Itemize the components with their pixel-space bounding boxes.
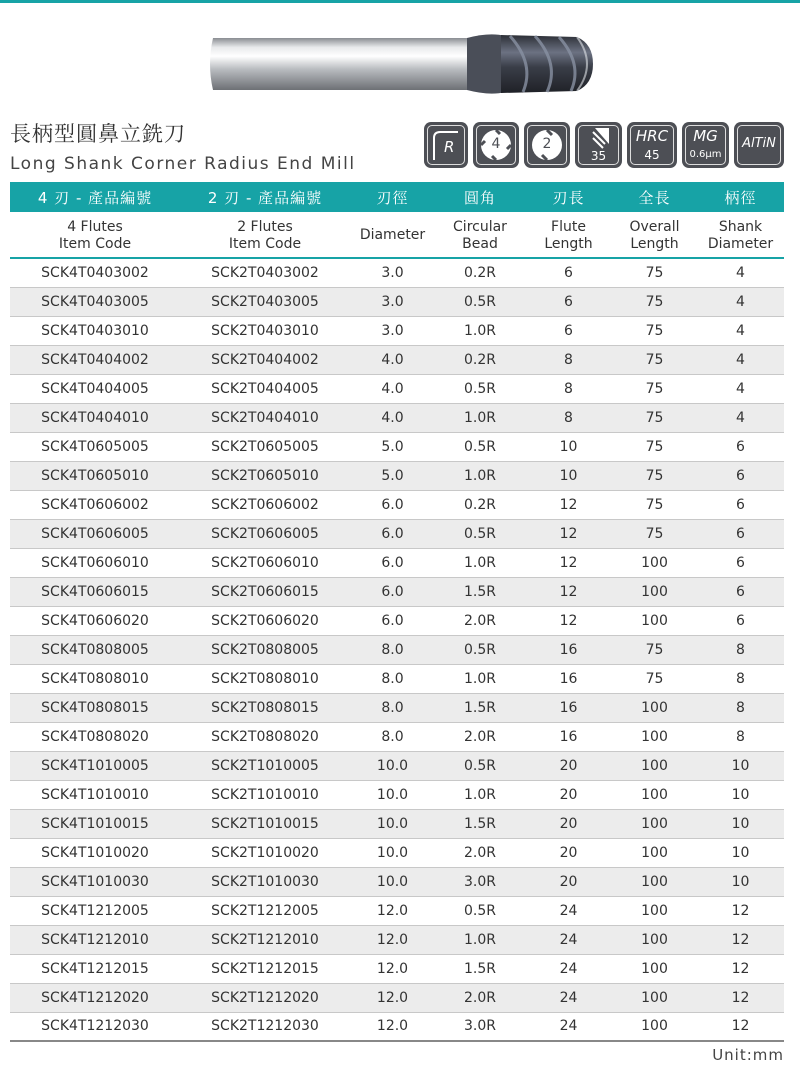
table-cell: SCK2T0403010	[180, 316, 350, 345]
table-row	[10, 925, 784, 954]
table-cell: SCK4T0404010	[10, 403, 180, 432]
table-cell: 12	[697, 896, 784, 925]
table-cell: 8.0	[350, 664, 435, 693]
two-flutes-icon: 2	[524, 122, 570, 168]
header-en-line: Length	[630, 235, 679, 252]
table-cell: 2.0R	[435, 722, 525, 751]
table-cell: 4.0	[350, 403, 435, 432]
table-cell: 12	[525, 577, 612, 606]
table-cell: 12.0	[350, 896, 435, 925]
four-flutes-icon: 4	[473, 122, 519, 168]
table-cell: 4	[697, 403, 784, 432]
table-cell: SCK4T1212030	[10, 1012, 180, 1041]
table-cell: 1.0R	[435, 780, 525, 809]
table-cell: 24	[525, 954, 612, 983]
header-en-line: Shank	[718, 218, 763, 235]
table-cell: 0.5R	[435, 287, 525, 316]
table-row	[10, 403, 784, 432]
table-cell: 100	[612, 693, 697, 722]
table-cell: 100	[612, 809, 697, 838]
table-cell: 20	[525, 780, 612, 809]
table-cell: 4	[697, 287, 784, 316]
table-row	[10, 432, 784, 461]
table-cell: SCK2T0606020	[180, 606, 350, 635]
table-cell: 0.5R	[435, 751, 525, 780]
table-cell: SCK4T0403010	[10, 316, 180, 345]
table-cell: 4	[697, 316, 784, 345]
spec-table	[10, 182, 784, 1042]
table-cell: SCK2T1212015	[180, 954, 350, 983]
table-cell: 8	[697, 635, 784, 664]
table-cell: 4	[697, 345, 784, 374]
table-header-zh	[10, 182, 784, 212]
table-cell: SCK4T0808005	[10, 635, 180, 664]
table-cell: 6	[525, 316, 612, 345]
table-cell: 100	[612, 1012, 697, 1041]
table-cell: SCK2T0403005	[180, 287, 350, 316]
table-body	[10, 258, 784, 1041]
table-cell: 8	[697, 722, 784, 751]
table-cell: 24	[525, 983, 612, 1012]
unit-label: Unit:mm	[712, 1046, 784, 1064]
table-cell: 6	[697, 490, 784, 519]
table-cell: 8	[525, 345, 612, 374]
table-cell: 1.5R	[435, 809, 525, 838]
table-cell: 6.0	[350, 548, 435, 577]
product-title-zh: 長柄型圓鼻立銑刀	[10, 122, 186, 146]
table-row	[10, 519, 784, 548]
table-cell: SCK2T1010020	[180, 838, 350, 867]
table-cell: 16	[525, 635, 612, 664]
table-cell: 100	[612, 983, 697, 1012]
table-cell: SCK2T1212010	[180, 925, 350, 954]
table-cell: 12	[697, 925, 784, 954]
table-cell: 100	[612, 896, 697, 925]
header-zh-1: 2 刃 - 產品編號	[180, 182, 350, 212]
table-cell: 20	[525, 751, 612, 780]
table-row	[10, 867, 784, 896]
table-cell: SCK4T0606005	[10, 519, 180, 548]
table-cell: 3.0	[350, 287, 435, 316]
table-cell: 24	[525, 925, 612, 954]
table-cell: 100	[612, 722, 697, 751]
table-cell: 6	[697, 519, 784, 548]
table-cell: 12	[697, 954, 784, 983]
table-cell: 10	[697, 780, 784, 809]
header-en-6	[697, 212, 784, 258]
table-cell: 24	[525, 896, 612, 925]
table-cell: 20	[525, 867, 612, 896]
header-en-line: Bead	[462, 235, 498, 252]
table-cell: 10.0	[350, 751, 435, 780]
table-cell: 10.0	[350, 867, 435, 896]
table-cell: 100	[612, 606, 697, 635]
table-cell: 100	[612, 954, 697, 983]
table-cell: 75	[612, 432, 697, 461]
table-cell: 100	[612, 925, 697, 954]
table-cell: 4	[697, 258, 784, 287]
coating-icon: AlTiN	[734, 122, 784, 168]
table-row	[10, 954, 784, 983]
spec-table-wrapper	[10, 182, 784, 1042]
table-cell: 8	[525, 374, 612, 403]
table-cell: SCK2T1010010	[180, 780, 350, 809]
table-cell: 8.0	[350, 722, 435, 751]
table-cell: 12	[697, 1012, 784, 1041]
table-cell: 12.0	[350, 1012, 435, 1041]
table-row	[10, 896, 784, 925]
table-row	[10, 461, 784, 490]
table-cell: 75	[612, 664, 697, 693]
table-cell: SCK2T0404010	[180, 403, 350, 432]
table-cell: 1.0R	[435, 925, 525, 954]
table-cell: 1.5R	[435, 577, 525, 606]
table-cell: SCK4T1212020	[10, 983, 180, 1012]
table-cell: 100	[612, 780, 697, 809]
table-cell: SCK4T1010015	[10, 809, 180, 838]
table-cell: 1.5R	[435, 693, 525, 722]
table-cell: 0.5R	[435, 635, 525, 664]
table-cell: 24	[525, 1012, 612, 1041]
table-cell: SCK2T0606005	[180, 519, 350, 548]
header-en-line: Flute	[551, 218, 586, 235]
table-cell: SCK2T0808005	[180, 635, 350, 664]
table-cell: 10	[697, 838, 784, 867]
grain-size-icon: MG 0.6µm	[682, 122, 729, 168]
table-cell: 20	[525, 809, 612, 838]
table-cell: 75	[612, 519, 697, 548]
table-cell: 12	[525, 548, 612, 577]
table-cell: 16	[525, 664, 612, 693]
table-cell: 10	[697, 751, 784, 780]
table-cell: 6	[697, 548, 784, 577]
table-cell: 6.0	[350, 519, 435, 548]
table-cell: 4.0	[350, 345, 435, 374]
header-en-2	[350, 212, 435, 258]
table-cell: 2.0R	[435, 838, 525, 867]
table-cell: SCK2T1212005	[180, 896, 350, 925]
table-cell: 1.0R	[435, 316, 525, 345]
table-cell: 6.0	[350, 490, 435, 519]
table-cell: 10.0	[350, 780, 435, 809]
table-cell: 12	[525, 519, 612, 548]
table-cell: 20	[525, 838, 612, 867]
table-cell: 75	[612, 490, 697, 519]
helix-angle-icon: 35	[575, 122, 622, 168]
table-cell: SCK2T0808015	[180, 693, 350, 722]
table-cell: SCK2T1212020	[180, 983, 350, 1012]
table-cell: 10	[525, 461, 612, 490]
table-cell: 75	[612, 403, 697, 432]
table-cell: 10	[697, 809, 784, 838]
table-cell: SCK2T0404002	[180, 345, 350, 374]
table-cell: SCK4T1212010	[10, 925, 180, 954]
table-cell: 100	[612, 751, 697, 780]
table-cell: SCK4T1010010	[10, 780, 180, 809]
table-row	[10, 577, 784, 606]
header-en-line: Diameter	[707, 235, 774, 252]
table-row	[10, 722, 784, 751]
table-row	[10, 316, 784, 345]
header-zh-4: 刃長	[525, 182, 612, 212]
table-cell: SCK2T0606015	[180, 577, 350, 606]
table-row	[10, 287, 784, 316]
table-cell: 100	[612, 867, 697, 896]
table-cell: 3.0	[350, 316, 435, 345]
table-cell: SCK4T1010020	[10, 838, 180, 867]
table-cell: SCK2T0404005	[180, 374, 350, 403]
table-cell: 6.0	[350, 577, 435, 606]
table-row	[10, 664, 784, 693]
table-cell: 0.2R	[435, 345, 525, 374]
table-cell: SCK4T0808015	[10, 693, 180, 722]
hardness-icon: HRC 45	[627, 122, 677, 168]
table-cell: 6	[697, 432, 784, 461]
table-row	[10, 635, 784, 664]
table-cell: SCK4T0606020	[10, 606, 180, 635]
table-cell: 0.5R	[435, 432, 525, 461]
header-en-line: Item Code	[228, 235, 302, 252]
table-cell: 8.0	[350, 693, 435, 722]
table-cell: 2.0R	[435, 983, 525, 1012]
table-cell: 8.0	[350, 635, 435, 664]
table-row	[10, 809, 784, 838]
table-cell: 16	[525, 693, 612, 722]
product-title-block	[10, 118, 356, 174]
table-cell: SCK2T1212030	[180, 1012, 350, 1041]
table-cell: 6	[525, 258, 612, 287]
table-cell: SCK2T0606002	[180, 490, 350, 519]
table-cell: 100	[612, 838, 697, 867]
table-cell: SCK4T0605010	[10, 461, 180, 490]
table-row	[10, 606, 784, 635]
table-cell: SCK4T1010005	[10, 751, 180, 780]
table-cell: 12.0	[350, 983, 435, 1012]
table-cell: 1.0R	[435, 403, 525, 432]
header-en-1	[180, 212, 350, 258]
table-cell: SCK4T0403005	[10, 287, 180, 316]
header-en-line: Item Code	[58, 235, 132, 252]
header-en-line: 4 Flutes	[67, 218, 123, 235]
header-en-0	[10, 212, 180, 258]
table-cell: 10	[697, 867, 784, 896]
header-zh-3: 圓角	[435, 182, 525, 212]
header-en-line: Diameter	[359, 227, 426, 243]
table-cell: 6	[697, 577, 784, 606]
table-cell: SCK4T0606002	[10, 490, 180, 519]
table-cell: 6.0	[350, 606, 435, 635]
table-row	[10, 693, 784, 722]
table-cell: 0.2R	[435, 258, 525, 287]
table-cell: 1.0R	[435, 664, 525, 693]
table-cell: 75	[612, 316, 697, 345]
table-cell: SCK2T1010015	[180, 809, 350, 838]
table-cell: 2.0R	[435, 606, 525, 635]
header-en-line: 2 Flutes	[237, 218, 293, 235]
table-row	[10, 345, 784, 374]
table-cell: 10	[525, 432, 612, 461]
table-cell: 1.0R	[435, 461, 525, 490]
table-header-en	[10, 212, 784, 258]
table-cell: SCK4T0808020	[10, 722, 180, 751]
table-cell: 10.0	[350, 809, 435, 838]
table-cell: 0.2R	[435, 490, 525, 519]
header-en-3	[435, 212, 525, 258]
table-cell: 12.0	[350, 925, 435, 954]
table-cell: SCK2T0605010	[180, 461, 350, 490]
header-en-line: Length	[544, 235, 593, 252]
table-cell: 3.0R	[435, 867, 525, 896]
table-cell: SCK2T0403002	[180, 258, 350, 287]
table-cell: SCK2T1010005	[180, 751, 350, 780]
top-accent-rule	[0, 0, 800, 3]
table-cell: SCK4T0606015	[10, 577, 180, 606]
table-row	[10, 751, 784, 780]
table-cell: 6	[697, 461, 784, 490]
end-mill-image	[205, 28, 600, 100]
table-cell: 100	[612, 577, 697, 606]
table-cell: 16	[525, 722, 612, 751]
table-row	[10, 838, 784, 867]
header-en-4	[525, 212, 612, 258]
header-zh-0: 4 刃 - 產品編號	[10, 182, 180, 212]
table-row	[10, 258, 784, 287]
product-title-en: Long Shank Corner Radius End Mill	[10, 154, 356, 174]
header-en-line: Overall	[629, 218, 680, 235]
table-cell: 4	[697, 374, 784, 403]
table-cell: 75	[612, 287, 697, 316]
table-cell: SCK4T0403002	[10, 258, 180, 287]
table-row	[10, 374, 784, 403]
table-cell: SCK2T0808020	[180, 722, 350, 751]
table-cell: 75	[612, 374, 697, 403]
table-row	[10, 548, 784, 577]
table-cell: 12	[697, 983, 784, 1012]
table-cell: 6	[525, 287, 612, 316]
table-cell: SCK4T0404005	[10, 374, 180, 403]
table-cell: SCK2T0808010	[180, 664, 350, 693]
table-row	[10, 983, 784, 1012]
table-cell: 0.5R	[435, 374, 525, 403]
table-cell: 8	[697, 664, 784, 693]
table-cell: 75	[612, 258, 697, 287]
header-zh-6: 柄徑	[697, 182, 784, 212]
table-cell: 75	[612, 635, 697, 664]
header-en-line: Circular	[453, 218, 507, 235]
table-cell: SCK2T1010030	[180, 867, 350, 896]
table-cell: 12.0	[350, 954, 435, 983]
table-cell: 12	[525, 490, 612, 519]
table-cell: 0.5R	[435, 896, 525, 925]
table-cell: 4.0	[350, 374, 435, 403]
table-cell: 0.5R	[435, 519, 525, 548]
header-en-5	[612, 212, 697, 258]
table-cell: 75	[612, 461, 697, 490]
table-cell: SCK4T0808010	[10, 664, 180, 693]
table-cell: 1.5R	[435, 954, 525, 983]
table-cell: SCK4T0605005	[10, 432, 180, 461]
table-cell: 8	[697, 693, 784, 722]
table-cell: 3.0R	[435, 1012, 525, 1041]
table-cell: SCK4T0606010	[10, 548, 180, 577]
table-cell: 6	[697, 606, 784, 635]
table-cell: 100	[612, 548, 697, 577]
table-cell: SCK4T1212015	[10, 954, 180, 983]
table-row	[10, 1012, 784, 1041]
header-zh-2: 刃徑	[350, 182, 435, 212]
table-cell: 5.0	[350, 432, 435, 461]
table-cell: 3.0	[350, 258, 435, 287]
header-zh-5: 全長	[612, 182, 697, 212]
table-cell: 1.0R	[435, 548, 525, 577]
table-cell: SCK2T0606010	[180, 548, 350, 577]
table-cell: SCK4T0404002	[10, 345, 180, 374]
table-cell: 5.0	[350, 461, 435, 490]
table-cell: SCK2T0605005	[180, 432, 350, 461]
table-cell: 10.0	[350, 838, 435, 867]
table-cell: 8	[525, 403, 612, 432]
table-row	[10, 780, 784, 809]
table-cell: 12	[525, 606, 612, 635]
corner-radius-icon: R	[424, 122, 468, 168]
table-cell: 75	[612, 345, 697, 374]
table-row	[10, 490, 784, 519]
table-cell: SCK4T1010030	[10, 867, 180, 896]
table-cell: SCK4T1212005	[10, 896, 180, 925]
